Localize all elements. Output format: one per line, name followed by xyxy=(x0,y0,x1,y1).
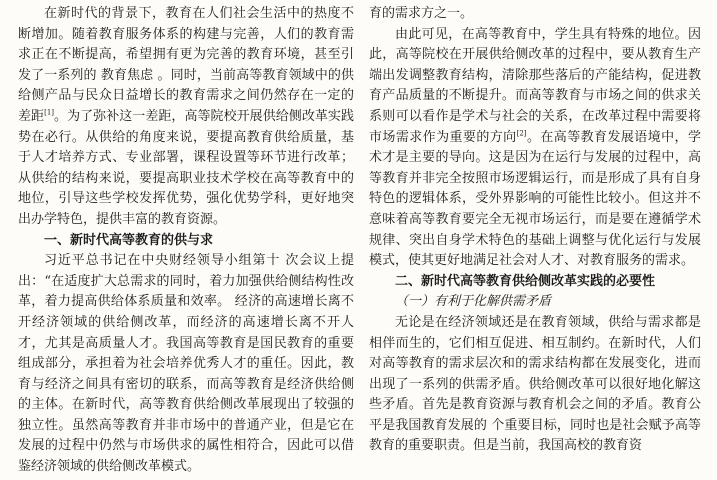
analysis-paragraph xyxy=(369,25,701,272)
section-heading-1: 一、新时代高等教育的供与求 xyxy=(44,232,214,248)
intro-text: 在新时代的背景下，教育在人们社会生活中的热度不断增加。随着教育服务体系的构建与完善，人们的教育需求正在不断提高，希望拥有更为完善的教育环境，甚至引发了一系列的 教育焦虑 。同时，当前高等教育领域中的供给侧产品与民众日益增长的教育需求之间仍然存在一定的差距 xyxy=(18,6,354,124)
right-column xyxy=(369,4,701,457)
continued-paragraph: 育的需求方之一。 xyxy=(369,6,474,21)
intro-text-tail: 。为了弥补这一差距，高等院校开展供给侧改革实践势在必行。从供给的角度来说，要提高教育供给质量，基于人才培养方式、专业部署，课程设置等环节进行改革；从供给的结构来说，要提高职业技术学校在高等教育中的地位，引导这些学校发挥优势，强化优势学科，更好地突出办学特色，提供丰富的教育资源。 xyxy=(18,108,354,227)
section1-paragraph: 习近平总书记在中央财经领导小组第十 次会议上提出：“在适度扩大总需求的同时，着力加强供给侧结构性改革，着力提高供给体系质量和效率。 经济的高速增长离不开经济领域的供给侧改革，而经济的高速增长离不开人才，尤其是高质量人才。我国高等教育是国民教育的重要组成部分，承担着为社会培养优秀人才的重任。因此，教育与经济之间具有密切的联系，而高等教育是经济供给侧的主体。在新时代，高等教育供给侧改革展现出了较强的独立性。虽然高等教育并非市场中的普通产业，但是它在发展的过程中仍然与市场供求的属性相符合，因此可以借鉴经济领域的供给侧改革模式。 xyxy=(18,253,354,475)
intro-paragraph xyxy=(18,4,354,231)
citation-ref: [2] xyxy=(516,129,527,138)
subsection-heading-1: （一）有利于化解供需矛盾 xyxy=(395,294,552,310)
subsection1-paragraph: 无论是在经济领域还是在教育领域，供给与需求都是相伴而生的，它们相互促进、相互制约。在新时代，人们对高等教育的需求层次和的需求结构都在发展变化，进而出现了一系列的供需矛盾。供给侧改革可以很好地化解这些矛盾。首先是教育资源与教育机会之间的矛盾。教育公平是我国教育发展的 个重要目标，同时也是社会赋予高等教育的重要职责。但是当前，我国高校的教育资 xyxy=(369,314,701,454)
analysis-text-tail: 。在高等教育发展语境中，学术才是主要的导向。这是因为在运行与发展的过程中，高等教育并非完全按照市场逻辑运行，而是形成了具有自身特色的逻辑体系，受外界影响的可能性比较小。但这并不意味着高等教育要完全无视市场运行，而是要在遵循学术规律、突出自身学术特色的基础上调整与优化运行与发展模式，使其更好地满足社会对人才、对教育服务的需求。 xyxy=(369,129,701,269)
analysis-text: 由此可见，在高等教育中，学生具有特殊的地位。因此，高等院校在开展供给侧改革的过程中，要从教育生产端出发调整教育结构，清除那些落后的产能结构，促进教育产品质量的不断提升。而高等教育与市场之间的供求关系则可以看作是学术与社会的关系，在改革过程中需要将市场需求作为重要的方向 xyxy=(369,26,701,145)
left-column xyxy=(18,4,354,478)
section-heading-2: 二、新时代高等教育供给侧改革实践的必要性 xyxy=(395,273,656,289)
citation-ref: [1] xyxy=(44,108,55,117)
